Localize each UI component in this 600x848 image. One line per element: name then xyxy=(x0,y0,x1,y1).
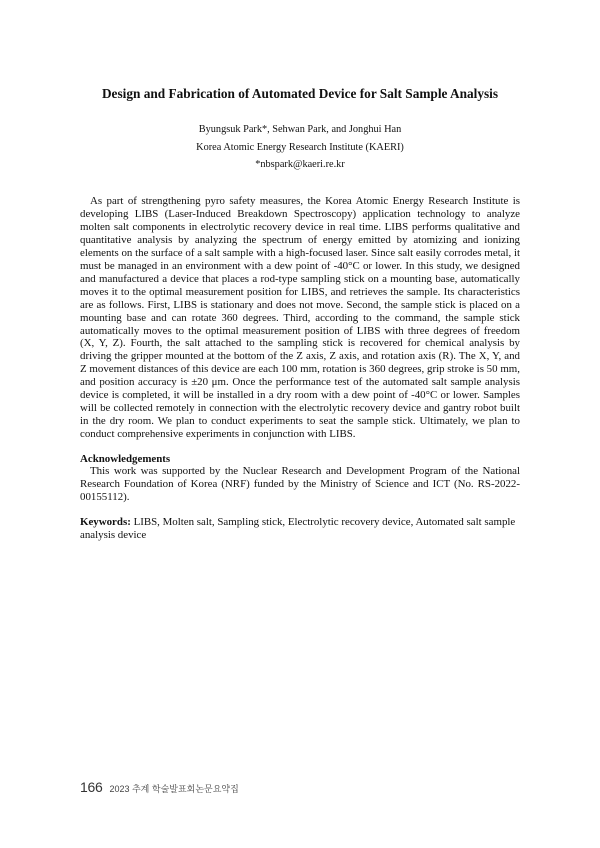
acknowledgements-paragraph: This work was supported by the Nuclear Research and Development Program of the National Research Foundation of Korea (NRF) funded by the Ministry of Science and ICT (No. RS-2022-00155112). xyxy=(80,465,520,503)
paper-title: Design and Fabrication of Automated Device for Salt Sample Analysis xyxy=(101,86,499,101)
page-footer xyxy=(80,779,239,797)
page-number: 166 xyxy=(80,779,103,795)
abstract-paragraph: As part of strengthening pyro safety measures, the Korea Atomic Energy Research Institute is developing LIBS (Laser-Induced Breakdown Spectroscopy) application technology to analyze molten salt components in electrolytic recovery device in real time. LIBS performs qualitative and quantitative analysis by analyzing the spectrum of energy emitted by atomizing and ionizing elements on the surface of a salt sample with a high-focused laser. Since salt easily corrodes metal, it must be managed in an environment with a dew point of -40°C or lower. In this study, we designed and manufactured a device that places a rod-type sampling stick on a mounting base, automatically moves it to the optimal measurement position for LIBS, and retrieves the sample. Its characteristics are as follows. First, LIBS is stationary and does not move. Second, the sample stick is placed on a mounting base and can rotate 360 degrees. Third, according to the command, the sample stick automatically moves to the optimal measurement position of LIBS with three degrees of freedom (X, Y, Z). Fourth, the salt attached to the sampling stick is recovered for chemical analysis by driving the gripper mounted at the bottom of the Z axis, Z axis, and rotation axis (R). The X, Y, and Z movement distances of this device are each 100 mm, rotation is 360 degrees, grip stroke is 50 mm, and position accuracy is ±20 μm. Once the performance test of the automated salt sample analysis device is completed, it will be installed in a dry room with a dew point of -40°C or lower. Samples will be collected remotely in connection with the electrolytic recovery device and gantry robot built in the dry room. We plan to conduct experiments to seat the sample stick. Ultimately, we plan to conduct comprehensive experiments in conjunction with LIBS. xyxy=(80,195,520,441)
author-list: Byungsuk Park*, Sehwan Park, and Jonghui Han xyxy=(198,124,402,135)
keywords-label: Keywords: xyxy=(80,516,131,528)
proceedings-name: 2023 추계 학술발표회논문요약집 xyxy=(109,784,239,794)
keywords-list: LIBS, Molten salt, Sampling stick, Electrolytic recovery device, Automated salt sample analysis device xyxy=(80,516,516,541)
affiliation: Korea Atomic Energy Research Institute (KAERI) xyxy=(196,142,404,153)
corresponding-email: *nbspark@kaeri.re.kr xyxy=(255,159,345,170)
keywords-section xyxy=(80,516,520,542)
acknowledgements-heading: Acknowledgements xyxy=(80,453,171,465)
